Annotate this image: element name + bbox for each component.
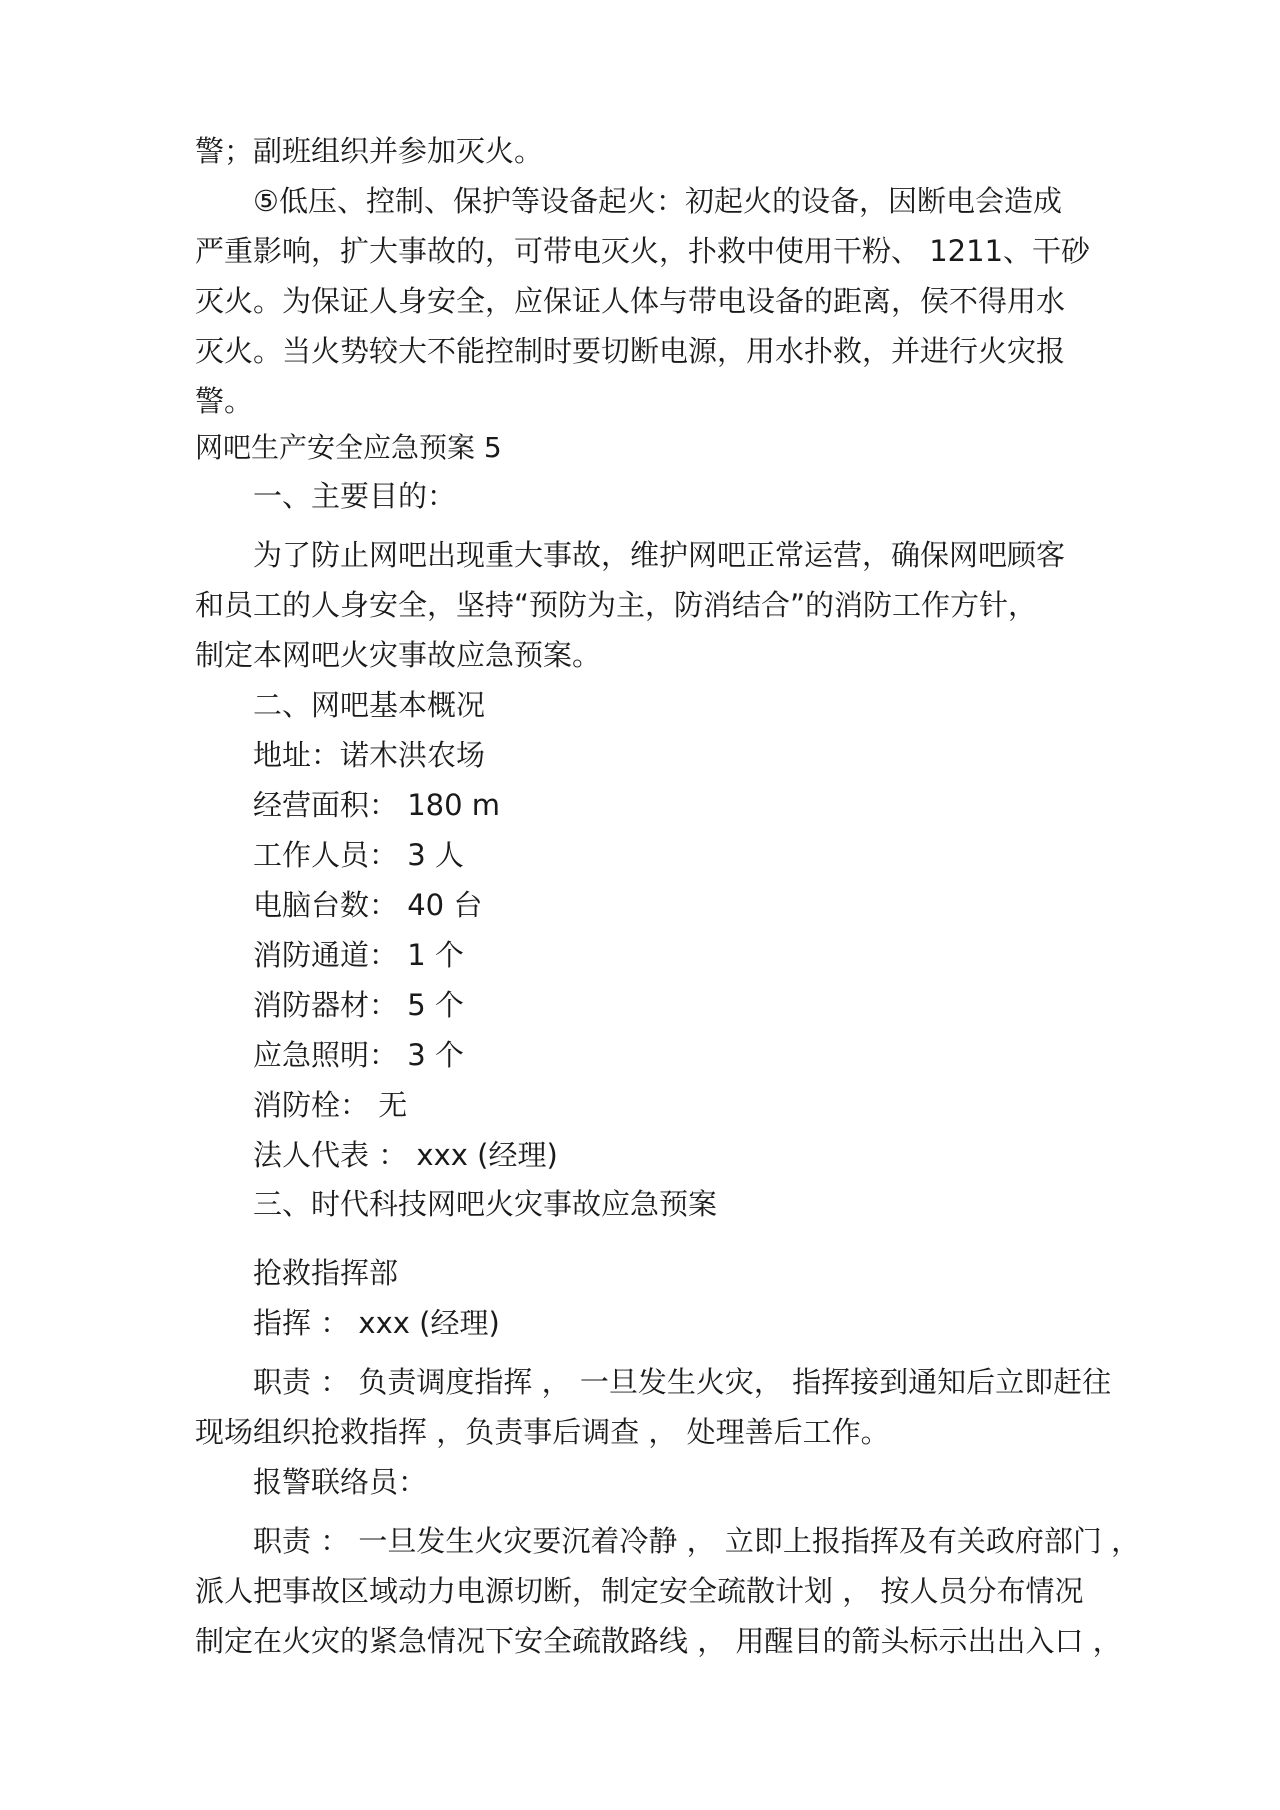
paragraph-line: 制定本网吧火灾事故应急预案。 bbox=[195, 638, 602, 672]
info-line: 地址：诺木洪农场 bbox=[253, 738, 486, 772]
paragraph-line: 警；副班组织并参加灭火。 bbox=[195, 134, 544, 168]
paragraph-line: 灭火。为保证人身安全，应保证人体与带电设备的距离，侯不得用水 bbox=[195, 284, 1066, 318]
info-line: 消防栓： 无 bbox=[253, 1088, 408, 1122]
paragraph-line: 警。 bbox=[195, 384, 254, 418]
heading: 一、主要目的： bbox=[253, 479, 457, 513]
info-line: 工作人员： 3 人 bbox=[253, 838, 464, 872]
paragraph-line: 和员工的人身安全，坚持“预防为主，防消结合”的消防工作方针， bbox=[195, 588, 1038, 622]
heading: 三、时代科技网吧火灾事故应急预案 bbox=[253, 1187, 718, 1221]
paragraph-line: ⑤低压、控制、保护等设备起火：初起火的设备，因断电会造成 bbox=[253, 184, 1062, 218]
heading: 二、网吧基本概况 bbox=[253, 688, 486, 722]
paragraph-line: 严重影响，扩大事故的，可带电灭火，扑救中使用干粉、 1211、干砂 bbox=[195, 234, 1091, 268]
paragraph-line: 制定在火灾的紧急情况下安全疏散路线 ， 用醒目的箭头标示出出入口 ， bbox=[195, 1624, 1122, 1658]
info-line: 法人代表 ： xxx (经理) bbox=[253, 1138, 558, 1172]
paragraph-line: 派人把事故区域动力电源切断，制定安全疏散计划 ， 按人员分布情况 bbox=[195, 1574, 1084, 1608]
subheading: 报警联络员： bbox=[253, 1465, 428, 1499]
info-line: 指挥 ： xxx (经理) bbox=[253, 1306, 500, 1340]
paragraph-line: 灭火。当火势较大不能控制时要切断电源，用水扑救，并进行火灾报 bbox=[195, 334, 1066, 368]
info-line: 消防通道： 1 个 bbox=[253, 938, 464, 972]
paragraph-line: 为了防止网吧出现重大事故，维护网吧正常运营，确保网吧顾客 bbox=[253, 538, 1066, 572]
info-line: 消防器材： 5 个 bbox=[253, 988, 464, 1022]
section-title: 网吧生产安全应急预案 5 bbox=[195, 431, 502, 464]
subheading: 抢救指挥部 bbox=[253, 1256, 399, 1290]
info-line: 电脑台数： 40 台 bbox=[253, 888, 483, 922]
paragraph-line: 现场组织抢救指挥 ，负责事后调查 ， 处理善后工作。 bbox=[195, 1415, 890, 1449]
paragraph-line: 职责 ： 一旦发生火灾要沉着冷静 ， 立即上报指挥及有关政府部门 ， bbox=[253, 1524, 1141, 1558]
info-line: 应急照明： 3 个 bbox=[253, 1038, 464, 1072]
info-line: 经营面积： 180 m bbox=[253, 788, 501, 822]
paragraph-line: 职责 ： 负责调度指挥 ， 一旦发生火灾， 指挥接到通知后立即赶往 bbox=[253, 1365, 1112, 1399]
